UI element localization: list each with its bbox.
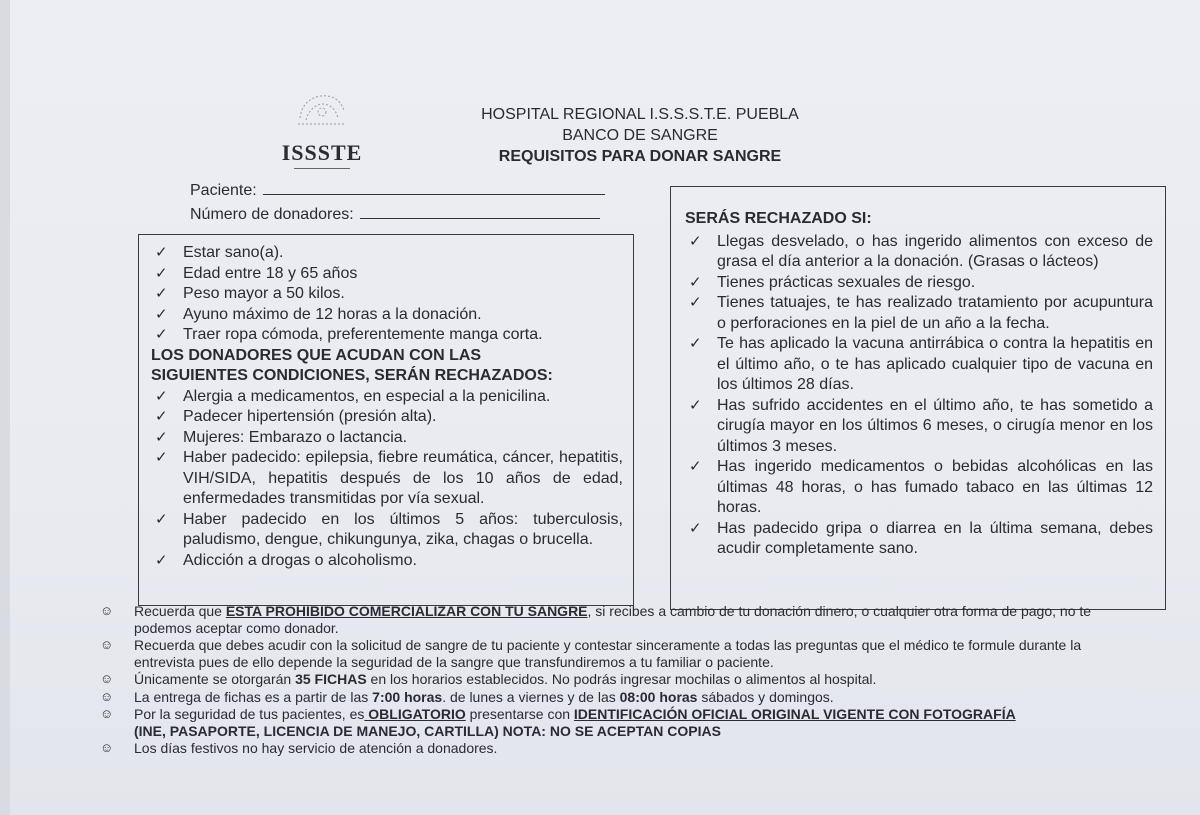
smiley-icon: ☺ [100, 637, 114, 652]
check-icon: ✓ [155, 449, 168, 466]
check-icon: ✓ [155, 387, 168, 405]
patient-blank-line [263, 180, 605, 195]
notes-section [98, 603, 1138, 758]
document-sheet [10, 0, 1200, 815]
check-icon: ✓ [689, 519, 702, 537]
list-item: ✓ Has ingerido medicamentos o bebidas alcohólicas en las últimas 48 horas, o has fumado tabaco en las últimas 12 horas. [689, 458, 1153, 516]
donors-label: Número de donadores: [190, 206, 354, 223]
list-item: ✓ Adicción a drogas o alcoholismo. [149, 551, 623, 572]
list-item: ✓ Tienes prácticas sexuales de riesgo. [683, 273, 1153, 294]
rejection-conditions-list [149, 387, 623, 572]
note-item: ☺ Los días festivos no hay servicio de atención a donadores. [100, 740, 498, 756]
list-item: ✓ Haber padecido: epilepsia, fiebre reumática, cáncer, hepatitis, VIH/SIDA, hepatitis después de los 10 años de edad, enfermedades transmitidas por vía sexual. [155, 449, 623, 507]
check-icon: ✓ [689, 335, 702, 352]
rejection-reasons-box [670, 186, 1166, 610]
check-icon: ✓ [155, 244, 168, 261]
list-item: ✓ Te has aplicado la vacuna antirrábica o contra la hepatitis en el último año, o te has aplicado cualquier tipo de vacuna en los últimos 28 días. [689, 335, 1153, 393]
hospital-name: HOSPITAL REGIONAL I.S.S.S.T.E. PUEBLA [481, 106, 799, 123]
list-item: ✓ Llegas desvelado, o has ingerido alimentos con exceso de grasa el día anterior a la donación. (Grasas o lácteos) [689, 232, 1153, 270]
logo-underline [294, 168, 350, 169]
list-item: ✓ Edad entre 18 y 65 años [149, 264, 623, 285]
issste-logo [262, 88, 382, 178]
list-item: ✓ Traer ropa cómoda, preferentemente manga corta. [149, 325, 623, 346]
list-item: ✓ Ayuno máximo de 12 horas a la donación. [149, 305, 623, 326]
check-icon: ✓ [155, 428, 168, 446]
logo-text: ISSSTE [281, 140, 363, 165]
smiley-icon: ☺ [100, 688, 114, 704]
document-title: REQUISITOS PARA DONAR SANGRE [498, 148, 782, 165]
list-item: ✓ Has sufrido accidentes en el último año, te has sometido a cirugía mayor en los últimos 6 meses, o cirugía menor en los últimos 3 meses. [689, 396, 1153, 455]
rejection-heading-line-1: LOS DONADORES QUE ACUDAN CON LAS [151, 346, 482, 364]
patient-label: Paciente: [190, 182, 257, 199]
issste-emblem-icon [292, 88, 352, 130]
check-icon: ✓ [689, 273, 702, 291]
list-item: ✓ Alergia a medicamentos, en especial a la penicilina. [149, 387, 623, 408]
check-icon: ✓ [155, 408, 168, 425]
check-icon: ✓ [689, 458, 702, 475]
list-item: ✓ Peso mayor a 50 kilos. [149, 284, 623, 305]
smiley-icon: ☺ [100, 603, 114, 618]
check-icon: ✓ [155, 551, 168, 569]
list-item: ✓ Estar sano(a). [149, 243, 623, 264]
note-item: ☺ La entrega de fichas es a partir de las 7:00 horas. de lunes a viernes y de las 08:00 horas sábados y domingos. [100, 688, 834, 705]
check-icon: ✓ [689, 396, 702, 414]
smiley-icon: ☺ [100, 671, 114, 686]
check-icon: ✓ [689, 232, 702, 250]
note-item: ☺ Recuerda que ESTA PROHIBIDO COMERCIALIZAR CON TU SANGRE, si recibes a cambio de tu donación dinero, o cualquier otra forma de pago, no te podemos aceptar como donador. [100, 603, 1092, 636]
rejection-reasons-list [683, 232, 1153, 560]
check-icon: ✓ [155, 510, 168, 528]
check-icon: ✓ [155, 305, 168, 323]
patient-field [190, 180, 605, 200]
donors-blank-line [360, 204, 600, 219]
smiley-icon: ☺ [100, 706, 114, 721]
check-icon: ✓ [155, 264, 168, 282]
check-icon: ✓ [155, 326, 168, 343]
check-icon: ✓ [155, 285, 168, 302]
rejection-reasons-heading: SERÁS RECHAZADO SI: [685, 210, 872, 227]
note-item: ☺ Únicamente se otorgarán 35 FICHAS en los horarios establecidos. No podrás ingresar mochilas o alimentos al hospital. [100, 671, 877, 687]
requirements-box [138, 234, 634, 606]
list-item: ✓ Haber padecido en los últimos 5 años: tuberculosis, paludismo, dengue, chikungunya, zika, chagas o brucella. [155, 510, 623, 548]
rejection-heading-line-2: SIGUIENTES CONDICIONES, SERÁN RECHAZADOS: [151, 367, 553, 384]
requirements-list [149, 243, 623, 346]
list-item: ✓ Tienes tatuajes, te has realizado tratamiento por acupuntura o perforaciones en la piel de un año a la fecha. [689, 294, 1153, 332]
list-item: ✓ Padecer hipertensión (presión alta). [149, 407, 623, 428]
note-item: ☺ Recuerda que debes acudir con la solicitud de sangre de tu paciente y contestar sinceramente a todas las preguntas que el médico te formule durante la entrevista pues de ello depende la seguridad de la sangre que transfundiremos a tu familiar o paciente. [100, 637, 1082, 670]
note-item: ☺ Por la seguridad de tus pacientes, es OBLIGATORIO presentarse con IDENTIFICACIÓN OFICIAL ORIGINAL VIGENTE CON FOTOGRAFÍA (INE, PASAPORTE, LICENCIA DE MANEJO, CARTILLA) NOTA: NO SE ACEPTAN COPIAS [100, 706, 1016, 739]
donors-field [190, 204, 600, 224]
list-item: ✓ Mujeres: Embarazo o lactancia. [149, 428, 623, 449]
list-item: ✓ Has padecido gripa o diarrea en la última semana, debes acudir completamente sano. [689, 519, 1153, 557]
smiley-icon: ☺ [100, 740, 114, 755]
department-name: BANCO DE SANGRE [562, 127, 718, 144]
document-header [430, 104, 850, 167]
check-icon: ✓ [689, 294, 702, 311]
